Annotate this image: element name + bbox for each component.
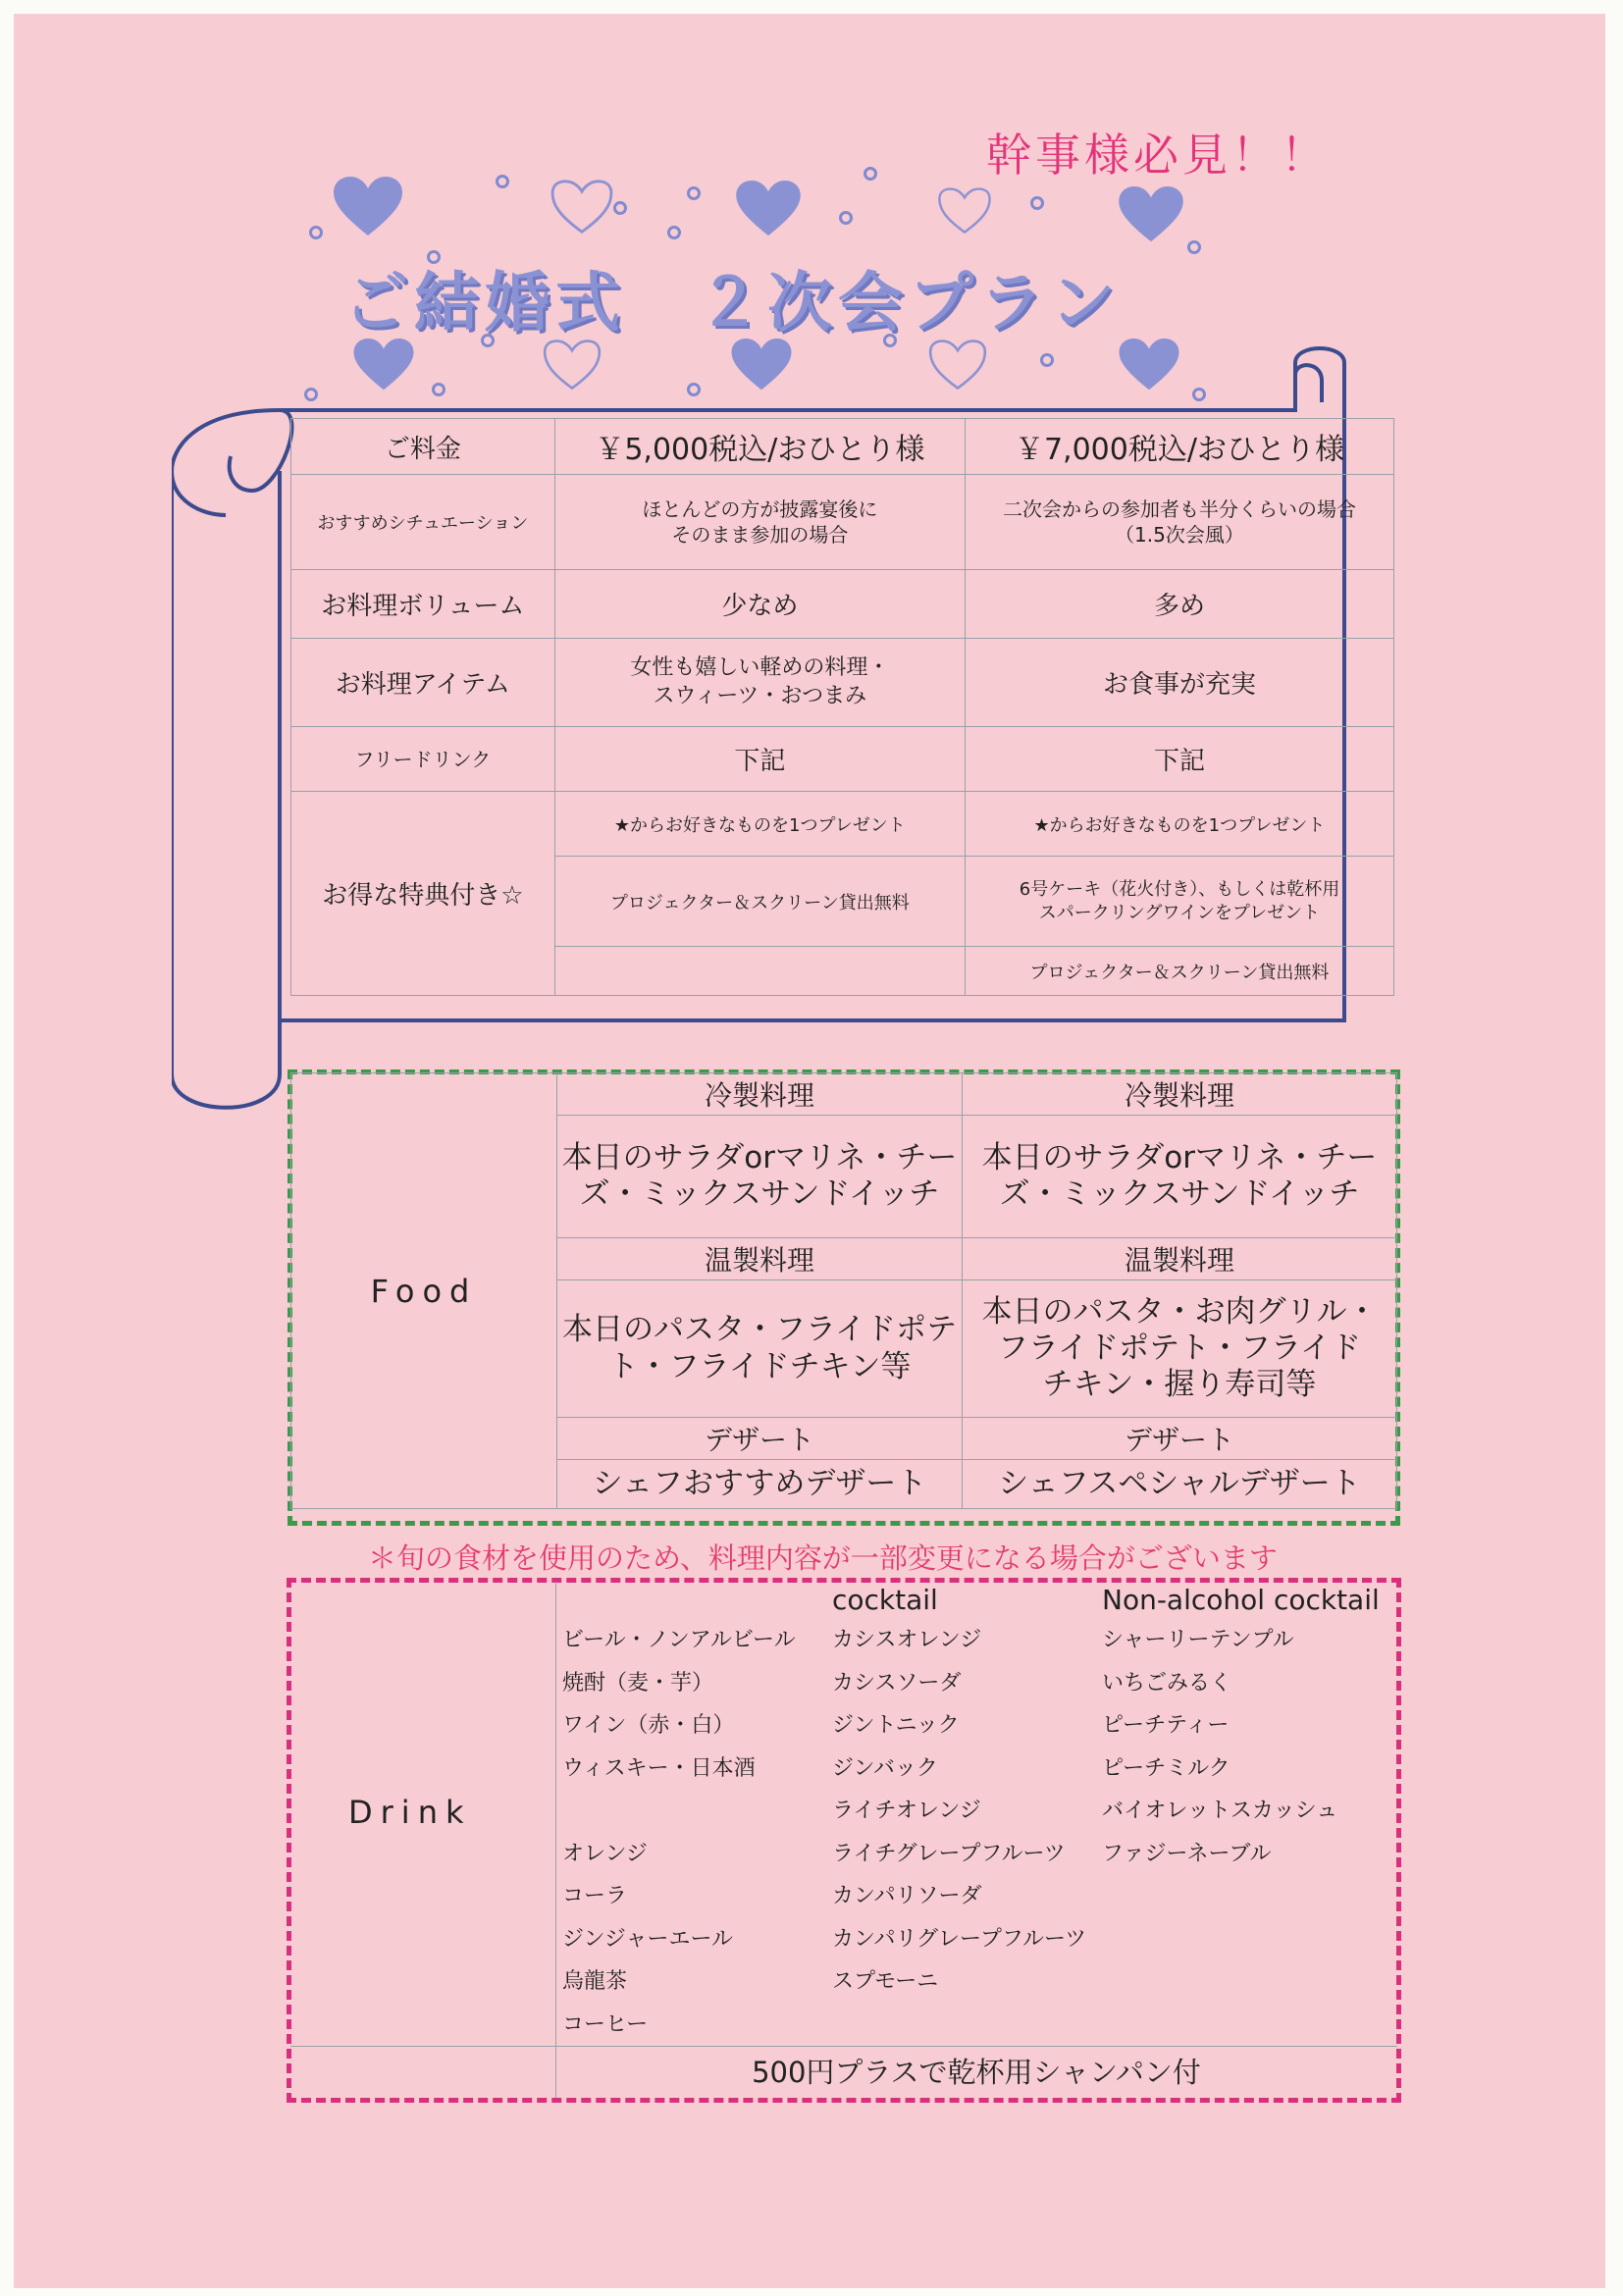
page-title: ご結婚式 ２次会プラン	[343, 265, 1121, 340]
perks-a1: ★からお好きなものを1つプレゼント	[554, 792, 965, 857]
drink-item	[562, 1790, 796, 1833]
drink-label: フリードリンク	[291, 727, 555, 792]
heart-icon	[334, 177, 402, 237]
drink-label: Drink	[348, 1794, 472, 1831]
hot-head-a: 温製料理	[557, 1238, 963, 1280]
nonalc-item: バイオレットスカッシュ	[1102, 1799, 1338, 1823]
dot-icon	[667, 226, 681, 239]
drink-item: 焼酎（麦・芋）	[562, 1670, 714, 1696]
dot-icon	[687, 186, 701, 200]
drink-item: コーヒー	[562, 2011, 649, 2037]
cocktail-item: カシスソーダ	[832, 1670, 962, 1696]
seasonal-notice: ＊旬の食材を使用のため、料理内容が一部変更になる場合がございます	[368, 1541, 1278, 1575]
dot-icon	[839, 211, 853, 225]
situation-a: ほとんどの方が披露宴後に そのまま参加の場合	[554, 475, 965, 570]
drink-item: コーラ	[562, 1884, 628, 1908]
cold-head-a: 冷製料理	[557, 1073, 963, 1116]
basic-drinks-list	[562, 1619, 796, 2046]
hot-b: 本日のパスタ・お肉グリル・ フライドポテト・フライド チキン・握り寿司等	[963, 1280, 1397, 1418]
drink-b: 下記	[965, 727, 1393, 792]
drink-item: ジンジャーエール	[562, 1926, 734, 1952]
dessert-head-b: デザート	[963, 1418, 1397, 1460]
price-a: ￥5,000税込/おひとり様	[554, 419, 965, 475]
dot-icon	[1030, 196, 1044, 210]
dessert-head-a: デザート	[557, 1418, 963, 1460]
nonalc-list	[1102, 1619, 1337, 1875]
dessert-b: シェフスペシャルデザート	[963, 1460, 1397, 1509]
situation-b: 二次会からの参加者も半分くらいの場合 （1.5次会風）	[965, 475, 1393, 570]
dot-icon	[613, 201, 627, 215]
cocktail-item: カンパリソーダ	[832, 1884, 982, 1908]
volume-label: お料理ボリューム	[291, 570, 555, 639]
nonalc-item: ピーチティー	[1102, 1713, 1230, 1738]
cold-b: 本日のサラダorマリネ・チー ズ・ミックスサンドイッチ	[963, 1116, 1397, 1238]
perks-a2: プロジェクター＆スクリーン貸出無料	[554, 857, 965, 947]
heart-icon	[1119, 186, 1183, 243]
plan-table	[290, 418, 1394, 996]
heart-outline-icon	[550, 179, 614, 235]
drink-item: ビール・ノンアルビール	[562, 1628, 796, 1652]
drink-item: ウィスキー・日本酒	[562, 1755, 756, 1781]
nonalc-item: いちごみるく	[1102, 1670, 1232, 1696]
cold-head-b: 冷製料理	[963, 1073, 1397, 1116]
food-table	[290, 1072, 1397, 1509]
drink-divider-bottom	[290, 2046, 1397, 2047]
drink-item: ワイン（赤・白）	[562, 1713, 735, 1738]
dot-icon	[1187, 240, 1201, 254]
items-label: お料理アイテム	[291, 639, 555, 727]
nonalc-item: シャーリーテンプル	[1102, 1628, 1294, 1652]
volume-a: 少なめ	[554, 570, 965, 639]
drink-item: 烏龍茶	[562, 1969, 628, 1994]
cocktail-item: カンパリグレープフルーツ	[832, 1926, 1087, 1952]
cocktail-list	[832, 1619, 1086, 2004]
hot-head-b: 温製料理	[963, 1238, 1397, 1280]
cocktail-item: ジンバック	[832, 1755, 938, 1781]
food-label: Food	[291, 1073, 557, 1509]
cocktail-item: ジントニック	[832, 1713, 960, 1738]
drink-item: オレンジ	[562, 1841, 648, 1866]
price-b: ￥7,000税込/おひとり様	[965, 419, 1393, 475]
cocktail-item: スプモーニ	[832, 1969, 939, 1994]
perks-label: お得な特典付き☆	[291, 792, 555, 996]
cocktail-item: カシスオレンジ	[832, 1628, 982, 1652]
perks-b1: ★からお好きなものを1つプレゼント	[965, 792, 1393, 857]
organizer-notice: 幹事様必見！！	[986, 129, 1330, 182]
price-label: ご料金	[291, 419, 555, 475]
hot-a: 本日のパスタ・フライドポテ ト・フライドチキン等	[557, 1280, 963, 1418]
cocktail-head: cocktail	[832, 1584, 938, 1616]
items-b: お食事が充実	[965, 639, 1393, 727]
dot-icon	[309, 226, 323, 239]
dot-icon	[496, 175, 509, 188]
perks-b2: 6号ケーキ（花火付き）、もしくは乾杯用 スパークリングワインをプレゼント	[965, 857, 1393, 947]
nonalc-head: Non-alcohol cocktail	[1102, 1584, 1380, 1616]
volume-b: 多め	[965, 570, 1393, 639]
nonalc-item: ピーチミルク	[1102, 1755, 1230, 1781]
items-a: 女性も嬉しい軽めの料理・ スウィーツ・おつまみ	[554, 639, 965, 727]
dessert-a: シェフおすすめデザート	[557, 1460, 963, 1509]
drink-a: 下記	[554, 727, 965, 792]
nonalc-item: ファジーネーブル	[1102, 1841, 1272, 1866]
perks-b3: プロジェクター＆スクリーン貸出無料	[965, 947, 1393, 996]
cocktail-item: ライチオレンジ	[832, 1799, 981, 1823]
situation-label: おすすめシチュエーション	[291, 475, 555, 570]
perks-a3-empty	[554, 947, 965, 996]
cocktail-item: ライチグレープフルーツ	[832, 1841, 1066, 1866]
dot-icon	[864, 167, 877, 181]
cold-a: 本日のサラダorマリネ・チー ズ・ミックスサンドイッチ	[557, 1116, 963, 1238]
heart-icon	[736, 181, 801, 237]
drink-divider	[555, 1582, 556, 2098]
champagne-option: 500円プラスで乾杯用シャンパン付	[752, 2056, 1201, 2089]
heart-outline-icon	[937, 186, 992, 235]
